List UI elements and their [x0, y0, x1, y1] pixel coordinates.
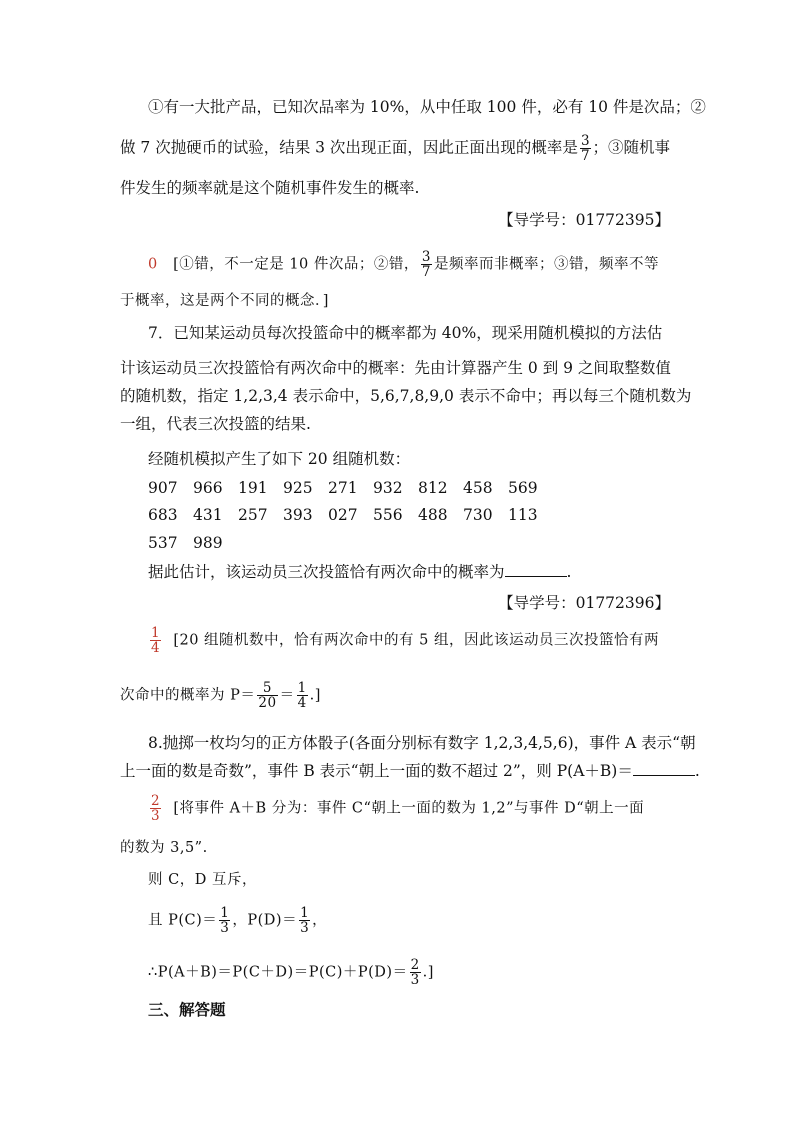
q7-line-5: 经随机模拟产生了如下 20 组随机数： [148, 450, 411, 468]
fraction-3-7: $\frac{3}{7}$ [421, 249, 431, 280]
answer-8-line-2: 的数为 3,5”. [120, 840, 208, 856]
random-number: 191 [238, 479, 268, 497]
random-number: 393 [283, 506, 313, 524]
q8-line-2: 上一面的数是奇数”，事件 B 表示“朝上一面的数不超过 2”，则 P(A＋B)＝ . [120, 762, 700, 780]
answer-8-line-1: $\frac{2}{3}$ [将事件 A＋B 分为：事件 C“朝上一面的数为 1,2”与事件 D“朝上一面 [151, 793, 645, 824]
random-number: 271 [328, 479, 358, 497]
statement-line-3: 件发生的频率就是这个随机事件发生的概率. [120, 179, 420, 197]
guide-number-2: 【导学号：01772396】 [498, 594, 670, 612]
random-number-row-2 [148, 505, 553, 525]
answer-blank [633, 761, 695, 776]
random-number: 812 [418, 479, 448, 497]
statement-line-1: ①有一大批产品，已知次品率为 10%，从中任取 100 件，必有 10 件是次品；② [148, 98, 706, 116]
q7-question-line: 据此估计，该运动员三次投篮恰有两次命中的概率为 . [148, 563, 572, 581]
random-number: 257 [238, 506, 268, 524]
random-number: 932 [373, 479, 403, 497]
random-number: 537 [148, 534, 178, 552]
statement-line-2: 做 7 次抛硬币的试验，结果 3 次出现正面，因此正面出现的概率是 $\frac{3}{7}$ ；③随机事 [120, 133, 671, 164]
random-number: 989 [193, 534, 223, 552]
answer-value: 0 [148, 256, 158, 273]
random-number: 569 [508, 479, 538, 497]
answer-fraction: $\frac{1}{4}$ [151, 625, 161, 656]
random-number: 966 [193, 479, 223, 497]
q7-line-4: 一组，代表三次投篮的结果. [120, 415, 311, 433]
answer-6-line-1: 0 [①错，不一定是 10 件次品；②错， $\frac{3}{7}$ 是频率而非概率；③错，频率不等 [148, 249, 659, 280]
random-number: 027 [328, 506, 358, 524]
fraction-1-3: $\frac{1}{3}$ [220, 905, 230, 936]
answer-7-line-2: 次命中的概率为 P＝ $\frac{5}{20}$ ＝ $\frac{1}{4}$ .] [120, 680, 321, 711]
q7-line-2: 计该运动员三次投篮恰有两次命中的概率：先由计算器产生 0 到 9 之间取整数值 [120, 359, 671, 377]
random-number: 113 [508, 506, 538, 524]
random-number: 488 [418, 506, 448, 524]
answer-7-line-1: $\frac{1}{4}$ [20 组随机数中，恰有两次命中的有 5 组，因此该运动员三次投篮恰有两 [151, 625, 659, 656]
random-number: 556 [373, 506, 403, 524]
fraction-1-4: $\frac{1}{4}$ [297, 680, 307, 711]
random-number-row-3 [148, 533, 238, 553]
random-number: 431 [193, 506, 223, 524]
random-number-row-1 [148, 478, 553, 498]
random-number: 925 [283, 479, 313, 497]
fraction-1-3: $\frac{1}{3}$ [300, 905, 310, 936]
random-number: 730 [463, 506, 493, 524]
section-heading: 三、解答题 [148, 1000, 226, 1019]
random-number: 683 [148, 506, 178, 524]
answer-8-line-3: 则 C，D 互斥， [148, 872, 257, 888]
fraction-2-3: $\frac{2}{3}$ [410, 957, 420, 988]
random-number: 458 [463, 479, 493, 497]
fraction-5-20: $\frac{5}{20}$ [258, 680, 277, 711]
answer-fraction: $\frac{2}{3}$ [151, 793, 161, 824]
q8-line-1: 8.抛掷一枚均匀的正方体骰子(各面分别标有数字 1,2,3,4,5,6)，事件 A 表示“朝 [148, 734, 696, 752]
answer-6-line-2: 于概率，这是两个不同的概念．] [120, 293, 329, 309]
answer-8-line-4: 且 P(C)＝ $\frac{1}{3}$ ，P(D)＝ $\frac{1}{3}$ ， [148, 905, 328, 936]
random-number: 907 [148, 479, 178, 497]
answer-blank [505, 562, 567, 577]
q7-line-3: 的随机数，指定 1,2,3,4 表示命中，5,6,7,8,9,0 表示不命中；再以每三个随机数为 [120, 387, 692, 405]
q7-line-1: 7．已知某运动员每次投篮命中的概率都为 40%，现采用随机模拟的方法估 [148, 324, 663, 342]
guide-number-1: 【导学号：01772395】 [498, 211, 670, 229]
fraction-3-7: $\frac{3}{7}$ [580, 133, 590, 164]
answer-8-line-5: ∴P(A＋B)＝P(C＋D)＝P(C)＋P(D)＝ $\frac{2}{3}$ .] [148, 957, 434, 988]
